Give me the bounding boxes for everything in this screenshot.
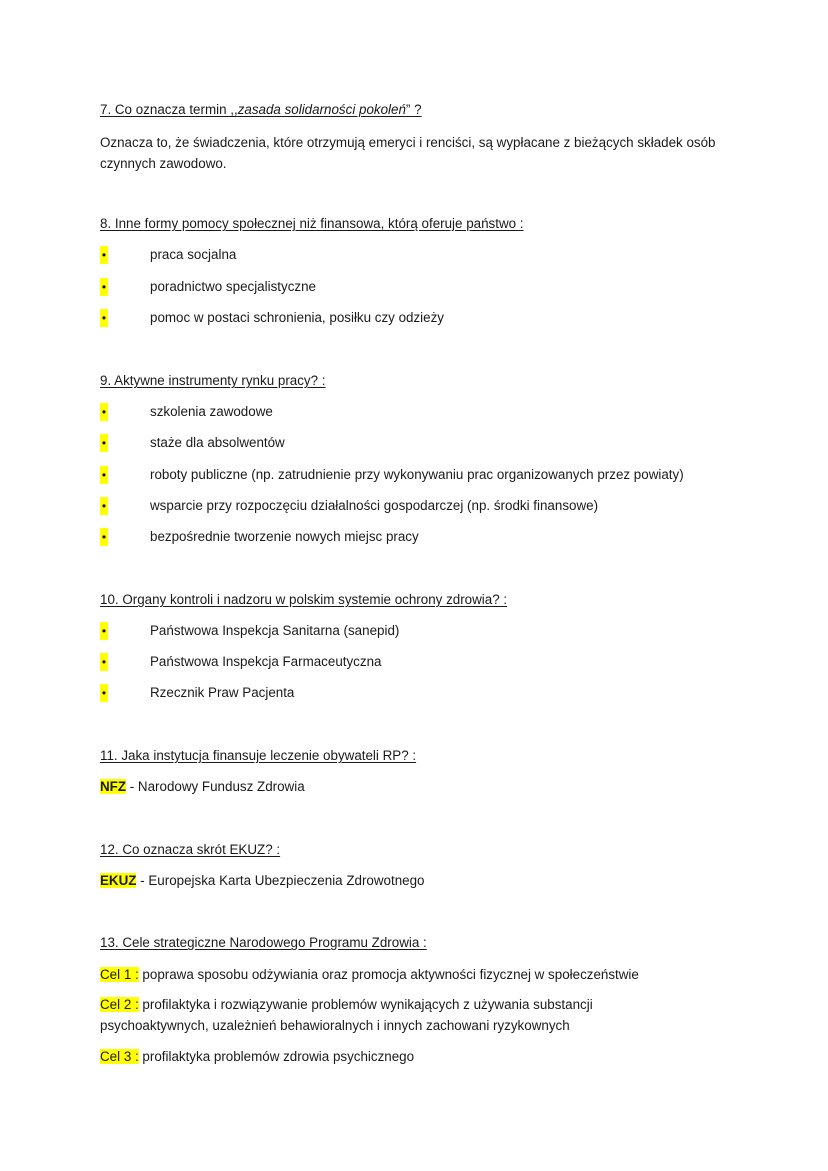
bullet-icon: • (101, 405, 107, 419)
list-item-text: staże dla absolwentów (150, 435, 285, 450)
list-item-text: wsparcie przy rozpoczęciu działalności gospodarczej (np. środki finansowe) (150, 498, 599, 513)
list-item-text: bezpośrednie tworzenie nowych miejsc pracy (150, 529, 419, 544)
list-item-text: Rzecznik Praw Pacjenta (150, 685, 295, 700)
bullet-icon: • (101, 280, 107, 294)
list-item-text: pomoc w postaci schronienia, posiłku czy odzieży (150, 310, 444, 325)
bullet-icon: • (101, 530, 107, 544)
question-11-answer (100, 778, 305, 796)
question-10-title: 10. Organy kontroli i nadzoru w polskim systemie ochrony zdrowia? : (100, 592, 508, 607)
goal-label: Cel 2 : (100, 997, 139, 1012)
bullet-icon: • (101, 436, 107, 450)
list-item-text: roboty publiczne (np. zatrudnienie przy wykonywaniu prac organizowanych przez powiaty) (150, 467, 684, 482)
list-item-text: poradnictwo specjalistyczne (150, 279, 316, 294)
q12-term: EKUZ (100, 873, 137, 888)
question-11-title: 11. Jaka instytucja finansuje leczenie obywateli RP? : (100, 748, 417, 763)
q12-definition: - Europejska Karta Ubezpieczenia Zdrowotnego (136, 873, 425, 888)
bullet-icon: • (101, 686, 107, 700)
list-item-text: praca socjalna (150, 247, 237, 262)
q11-term: NFZ (100, 779, 127, 794)
question-13-title: 13. Cele strategiczne Narodowego Programu Zdrowia : (100, 935, 427, 950)
q7-prefix: 7. Co oznacza termin ,, (100, 102, 238, 117)
goal-item (100, 994, 660, 1036)
question-7-answer: Oznacza to, że świadczenia, które otrzymują emeryci i renciści, są wypłacane z bieżących składek osób czynnych zawodowo. (100, 135, 716, 171)
bullet-icon: • (101, 499, 107, 513)
bullet-icon: • (101, 624, 107, 638)
question-7-title (100, 101, 422, 119)
question-9-title: 9. Aktywne instrumenty rynku pracy? : (100, 373, 326, 388)
q7-suffix: ” ? (405, 102, 422, 117)
goal-text: poprawa sposobu odżywiania oraz promocja aktywności fizycznej w społeczeństwie (138, 967, 639, 982)
goal-label: Cel 3 : (100, 1049, 139, 1064)
goal-item (100, 1048, 414, 1066)
bullet-icon: • (101, 468, 107, 482)
question-12-answer (100, 872, 425, 890)
bullet-icon: • (101, 248, 107, 262)
list-item-text: Państwowa Inspekcja Sanitarna (sanepid) (150, 623, 400, 638)
q11-definition: - Narodowy Fundusz Zdrowia (126, 779, 305, 794)
list-item-text: Państwowa Inspekcja Farmaceutyczna (150, 654, 382, 669)
q7-italic-term: zasada solidarności pokoleń (237, 102, 406, 117)
question-8-title: 8. Inne formy pomocy społecznej niż finansowa, którą oferuje państwo : (100, 216, 524, 231)
goal-text: profilaktyka problemów zdrowia psychicznego (138, 1049, 415, 1064)
bullet-icon: • (101, 655, 107, 669)
question-12-title: 12. Co oznacza skrót EKUZ? : (100, 842, 281, 857)
goal-label: Cel 1 : (100, 967, 139, 982)
goal-item (100, 966, 639, 984)
bullet-icon: • (101, 311, 107, 325)
list-item-text: szkolenia zawodowe (150, 404, 273, 419)
goal-text: profilaktyka i rozwiązywanie problemów wynikających z używania substancji psychoaktywnych, uzależnień behawioralnych i innych zachowani ryzykownych (100, 997, 593, 1033)
